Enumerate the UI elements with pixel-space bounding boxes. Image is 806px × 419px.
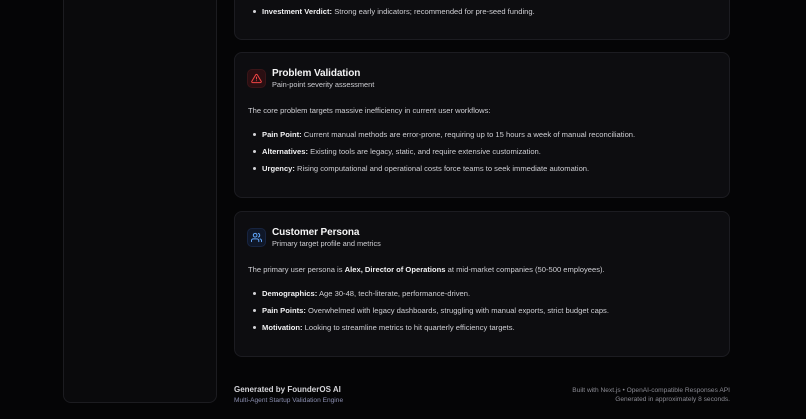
bullet-text: Looking to streamline metrics to hit quarterly efficiency targets. <box>304 323 515 332</box>
bullet-text: Rising computational and operational costs force teams to seek immediate automation. <box>297 164 590 173</box>
bullet-label: Investment Verdict: <box>262 7 333 16</box>
bullet-text: Current manual methods are error-prone, requiring up to 15 hours a week of manual reconciliation. <box>303 130 636 139</box>
bullet-text: Overwhelmed with legacy dashboards, struggling with manual exports, strict budget caps. <box>308 306 609 315</box>
card-title: Customer Persona <box>272 227 360 238</box>
footer-timing: Generated in approximately 8 seconds. <box>615 396 730 403</box>
users-icon <box>247 228 266 247</box>
intro-text: The primary user persona is <box>248 265 343 274</box>
list-item <box>249 6 535 17</box>
bullet-label: Motivation: <box>262 323 303 332</box>
card-header <box>247 227 381 249</box>
footer-meta <box>572 386 730 404</box>
list-item <box>249 305 609 316</box>
problem-validation-card <box>234 52 730 198</box>
list-item <box>249 163 635 174</box>
card-title: Problem Validation <box>272 68 361 79</box>
card-intro <box>248 265 605 274</box>
card-header <box>247 68 374 90</box>
sidebar-panel <box>63 0 217 403</box>
bullet-text: Existing tools are legacy, static, and require extensive customization. <box>310 147 541 156</box>
card-subtitle: Primary target profile and metrics <box>272 239 381 248</box>
bullet-label: Pain Points: <box>262 306 306 315</box>
card-subtitle: Pain-point severity assessment <box>272 80 375 89</box>
bullet-label: Urgency: <box>262 164 295 173</box>
list-item <box>249 322 609 333</box>
footer-subtitle: Multi-Agent Startup Validation Engine <box>234 397 344 404</box>
alert-triangle-icon <box>247 69 266 88</box>
footer-tech-stack: Built with Next.js • OpenAI-compatible Responses API <box>572 387 730 394</box>
intro-text: at mid-market companies (50-500 employees). <box>447 265 605 274</box>
footer-branding <box>234 385 343 405</box>
bullet-label: Demographics: <box>262 289 318 298</box>
persona-name: Alex, Director of Operations <box>344 265 446 274</box>
list-item <box>249 288 609 299</box>
list-item <box>249 146 635 157</box>
verdict-card <box>234 0 730 40</box>
bullet-label: Alternatives: <box>262 147 309 156</box>
footer-title: Generated by FounderOS AI <box>234 385 341 394</box>
customer-persona-card <box>234 211 730 357</box>
list-item <box>249 129 635 140</box>
problem-list <box>249 129 635 180</box>
bullet-text: Strong early indicators; recommended for pre-seed funding. <box>334 7 535 16</box>
bullet-text: Age 30-48, tech-literate, performance-driven. <box>318 289 471 298</box>
persona-list <box>249 288 609 339</box>
bullet-label: Pain Point: <box>262 130 302 139</box>
verdict-list <box>249 6 535 23</box>
card-intro: The core problem targets massive inefficiency in current user workflows: <box>248 106 491 115</box>
